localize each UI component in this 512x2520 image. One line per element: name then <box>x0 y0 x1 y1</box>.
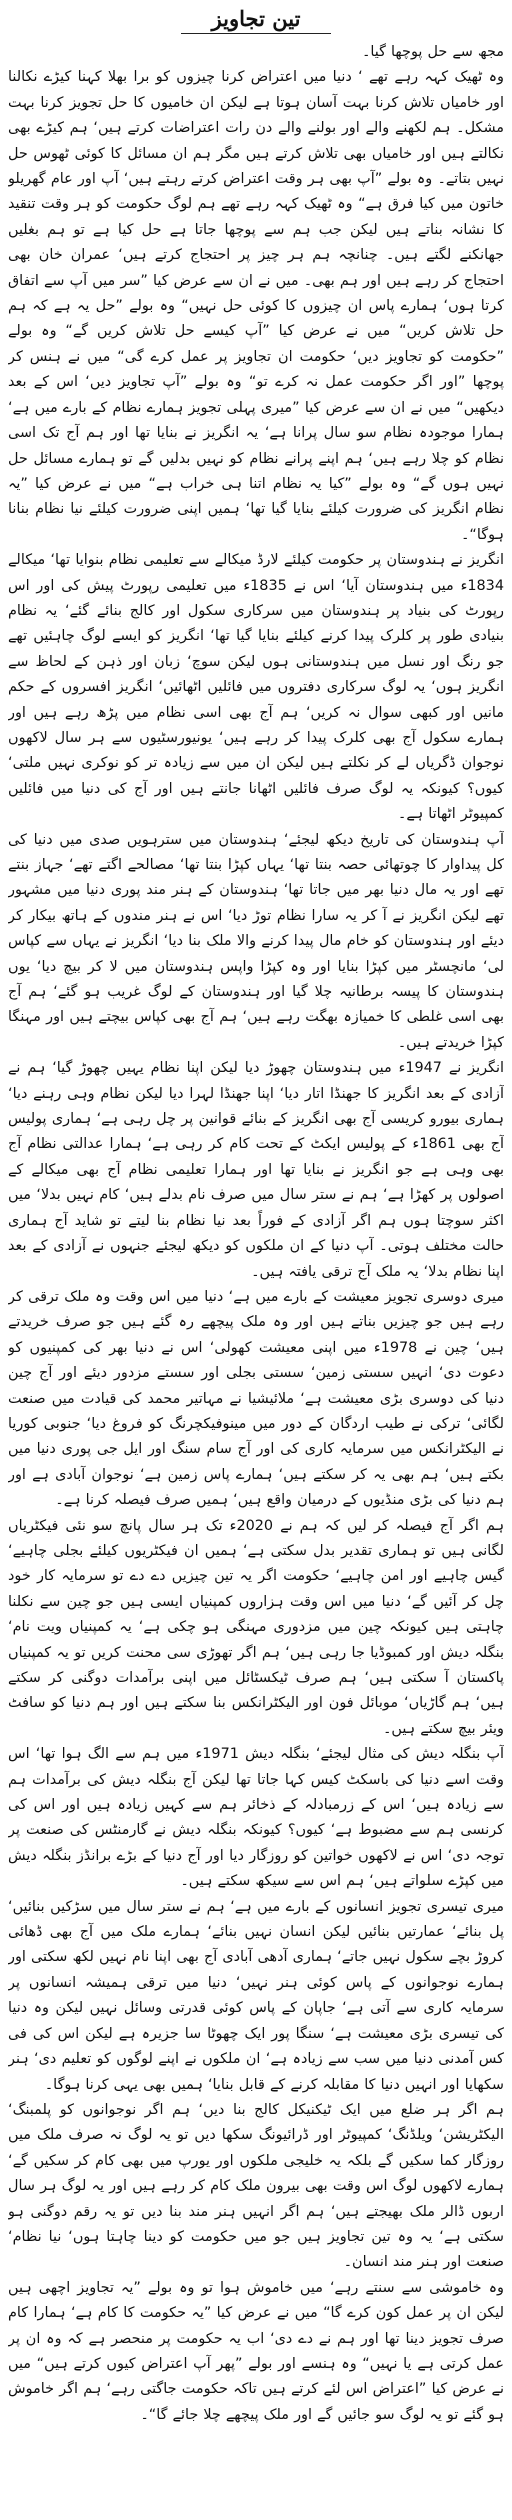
article-column <box>8 0 504 2520</box>
article-body <box>8 40 504 2428</box>
article-paragraph: مجھ سے حل پوچھا گیا۔ <box>361 44 504 60</box>
article-paragraph: ہم اگر ہر ضلع میں ایک ٹیکنیکل کالج بنا دیں‘ ہم اگر نوجوانوں کو پلمبنگ‘ الیکٹریشن‘ ویلڈنگ‘ کمپیوٹر اور ڈرائیونگ سکھا دیں تو یہ لوگ نہ صرف ملک میں روزگار کما سکیں گے بلکہ یہ خلیجی ملکوں اور یورپ میں بھی کام کر سکیں گے‘ ہمارے لاکھوں لوگ اس وقت بھی بیرون ملک کام کر رہے ہیں اور یہ لوگ ہر سال اربوں ڈالر ملک بھیجتے ہیں‘ ہم اگر انہیں ہنر مند بنا دیں تو یہ رقم دوگنی ہو سکتی ہے‘ یہ وہ تین تجاویز ہیں جو میں حکومت کو دینا چاہتا ہوں‘ نیا نظام‘ صنعت اور ہنر مند انسان۔ <box>8 2101 504 2271</box>
article-paragraph: آپ ہندوستان کی تاریخ دیکھ لیجئے‘ ہندوستان میں سترہویں صدی میں دنیا کی کل پیداوار کا چوتھائی حصہ بنتا تھا‘ یہاں کپڑا بنتا تھا‘ مصالحے اگتے تھے‘ جہاز بنتے تھے اور یہ مال دنیا بھر میں جاتا تھا‘ ہندوستان کے ہنر مند پوری دنیا میں مشہور تھے لیکن انگریز نے آ کر یہ سارا نظام توڑ دیا‘ اس نے ہنر مندوں کے ہاتھ بیکار کر دیئے اور ہندوستان کو خام مال پیدا کرنے والا ملک بنا دیا‘ انگریز نے یہاں سے کپاس لی‘ مانچسٹر میں کپڑا بنایا اور وہ کپڑا واپس ہندوستان میں لا کر بیچ دیا‘ یوں ہندوستان کا پیسہ برطانیہ چلا گیا اور ہندوستان کے لوگ غریب ہو گئے‘ ہم آج بھی اسی غلطی کا خمیازہ بھگت رہے ہیں‘ ہم آج بھی کپاس بیچتے ہیں اور مہنگا کپڑا خریدتے ہیں۔ <box>8 831 504 1051</box>
article-title: تین تجاویز <box>211 6 301 31</box>
article-paragraph: وہ خاموشی سے سنتے رہے‘ میں خاموش ہوا تو وہ بولے ”یہ تجاویز اچھی ہیں لیکن ان پر عمل کون کرے گا“ میں نے عرض کیا ”یہ حکومت کا کام ہے‘ ہمارا کام صرف تجویز دینا تھا اور ہم نے دے دی‘ اب یہ حکومت پر منحصر ہے کہ وہ ان پر عمل کرتی ہے یا نہیں“ وہ ہنسے اور بولے ”پھر آپ اعتراض کیوں کرتے ہیں“ میں نے عرض کیا ”اعتراض اس لئے کرتے ہیں تاکہ حکومت جاگتی رہے‘ ہم اگر خاموش ہو گئے تو یہ لوگ سو جائیں گے اور ملک پیچھے چلا جائے گا“۔ <box>8 2279 504 2423</box>
article-header <box>8 0 504 40</box>
article-paragraph: میری تیسری تجویز انسانوں کے بارے میں ہے‘ ہم نے ستر سال میں سڑکیں بنائیں‘ پل بنائے‘ عمارتیں بنائیں لیکن انسان نہیں بنائے‘ ہمارے ملک میں آج بھی ڈھائی کروڑ بچے سکول نہیں جاتے‘ ہماری آدھی آبادی آج بھی اپنا نام نہیں لکھ سکتی اور ہمارے نوجوانوں کے پاس کوئی ہنر نہیں‘ دنیا میں ترقی ہمیشہ انسانوں پر سرمایہ کاری سے آتی ہے‘ جاپان کے پاس کوئی قدرتی وسائل نہیں لیکن وہ دنیا کی تیسری بڑی معیشت ہے‘ سنگا پور ایک چھوٹا سا جزیرہ ہے لیکن اس کی فی کس آمدنی دنیا میں سب سے زیادہ ہے‘ ان ملکوں نے اپنے لوگوں کو تعلیم دی‘ ہنر سکھایا اور انہیں دنیا کا مقابلہ کرنے کے قابل بنایا‘ ہمیں بھی یہی کرنا ہوگا۔ <box>8 1898 504 2093</box>
article-paragraph: انگریز نے ہندوستان پر حکومت کیلئے لارڈ میکالے سے تعلیمی نظام بنوایا تھا‘ میکالے 1834ء میں ہندوستان آیا‘ اس نے 1835ء میں تعلیمی رپورٹ پیش کی اور اس رپورٹ کی بنیاد پر ہندوستان میں سرکاری سکول اور کالج بنائے گئے‘ یہ نظام بنیادی طور پر کلرک پیدا کرنے کیلئے بنایا گیا تھا‘ انگریز کو ایسے لوگ چاہئیں تھے جو رنگ اور نسل میں ہندوستانی ہوں لیکن سوچ‘ زبان اور ذہن کے لحاظ سے انگریز ہوں‘ یہ لوگ سرکاری دفتروں میں فائلیں اٹھائیں‘ انگریز افسروں کے حکم مانیں اور کبھی سوال نہ کریں‘ ہم آج بھی اسی نظام میں پڑھ رہے ہیں اور ہمارے سکول آج بھی کلرک پیدا کر رہے ہیں‘ یونیورسٹیوں سے ہر سال لاکھوں نوجوان ڈگریاں لے کر نکلتے ہیں لیکن ان میں سے زیادہ تر کو نوکری نہیں ملتی‘ کیوں؟ کیونکہ یہ لوگ صرف فائلیں اٹھانا جانتے ہیں اور آج کی دنیا میں فائلیں کمپیوٹر اٹھاتا ہے۔ <box>8 552 504 823</box>
article-paragraph: آپ بنگلہ دیش کی مثال لیجئے‘ بنگلہ دیش 1971ء میں ہم سے الگ ہوا تھا‘ اس وقت اسے دنیا کی باسکٹ کیس کہا جاتا تھا لیکن آج بنگلہ دیش کی برآمدات ہم سے زیادہ ہیں‘ اس کے زرمبادلہ کے ذخائر ہم سے کہیں زیادہ ہیں اور اس کی کرنسی ہم سے مضبوط ہے‘ کیوں؟ کیونکہ بنگلہ دیش نے گارمنٹس کی صنعت پر توجہ دی‘ اس نے لاکھوں خواتین کو روزگار دیا اور آج دنیا کے بڑے برانڈز بنگلہ دیش میں کپڑے سلواتے ہیں‘ ہم اس سے سیکھ سکتے ہیں۔ <box>8 1746 504 1890</box>
article-paragraph: ہم اگر آج فیصلہ کر لیں کہ ہم نے 2020ء تک ہر سال پانچ سو نئی فیکٹریاں لگانی ہیں تو ہماری تقدیر بدل سکتی ہے‘ ہمیں ان فیکٹریوں کیلئے بجلی چاہیے‘ گیس چاہیے اور امن چاہیے‘ حکومت اگر یہ تین چیزیں دے دے تو سرمایہ کار خود چل کر آئیں گے‘ دنیا میں اس وقت ہزاروں کمپنیاں ایسی ہیں جو چین سے نکلنا چاہتی ہیں کیونکہ چین میں مزدوری مہنگی ہو چکی ہے‘ یہ کمپنیاں ویت نام‘ بنگلہ دیش اور کمبوڈیا جا رہی ہیں‘ ہم اگر تھوڑی سی محنت کریں تو یہ کمپنیاں پاکستان آ سکتی ہیں‘ ہم صرف ٹیکسٹائل میں اپنی برآمدات دوگنی کر سکتے ہیں‘ ہم گاڑیاں‘ موبائل فون اور الیکٹرانکس بنا سکتے ہیں اور ہم دنیا کو سافٹ ویئر بیچ سکتے ہیں۔ <box>8 1517 504 1737</box>
article-paragraph: میری دوسری تجویز معیشت کے بارے میں ہے‘ دنیا میں اس وقت وہ ملک ترقی کر رہے ہیں جو چیزیں بناتے ہیں اور وہ ملک پیچھے رہ گئے ہیں جو صرف خریدتے ہیں‘ چین نے 1978ء میں اپنی معیشت کھولی‘ اس نے دنیا بھر کی کمپنیوں کو دعوت دی‘ انہیں سستی زمین‘ سستی بجلی اور سستے مزدور دیئے اور آج چین دنیا کی دوسری بڑی معیشت ہے‘ ملائیشیا نے مہاتیر محمد کی قیادت میں صنعت لگائی‘ ترکی نے طیب اردگان کے دور میں مینوفیکچرنگ کو فروغ دیا‘ جنوبی کوریا نے الیکٹرانکس میں سرمایہ کاری کی اور آج سام سنگ اور ایل جی پوری دنیا میں بکتے ہیں‘ ہم بھی یہ کر سکتے ہیں‘ ہمارے پاس زمین ہے‘ نوجوان آبادی ہے اور ہم دنیا کی بڑی منڈیوں کے درمیان واقع ہیں‘ ہمیں صرف فیصلہ کرنا ہے۔ <box>8 1288 504 1509</box>
article-paragraph: وہ ٹھیک کہہ رہے تھے ‘ دنیا میں اعتراض کرنا چیزوں کو برا بھلا کہنا کیڑے نکالنا اور خامیاں تلاش کرنا بہت آسان ہوتا ہے لیکن ان خامیوں کا حل تجویز کرنا بہت مشکل۔ ہم لکھنے والے اور بولنے والے دن رات اعتراضات کرتے ہیں‘ ہم کیڑے بھی نکالتے ہیں اور خامیاں بھی تلاش کرتے ہیں مگر ہم ان مسائل کا کوئی ٹھوس حل نہیں بتاتے۔ وہ بولے ”آپ بھی ہر وقت اعتراض کرتے رہتے ہیں‘ آپ اور عام گھریلو خاتون میں کیا فرق ہے“ وہ ٹھیک کہہ رہے تھے ہم لوگ حکومت کو ہر وقت تنقید کا نشانہ بناتے ہیں لیکن جب ہم سے پوچھا جاتا ہے حل کیا ہے تو ہم بغلیں جھانکنے لگتے ہیں۔ چنانچہ ہم ہر چیز پر احتجاج کرتے ہیں‘ عمران خان بھی احتجاج کر رہے ہیں اور ہم بھی۔ میں نے ان سے عرض کیا ”سر میں آپ سے اتفاق کرتا ہوں‘ ہمارے پاس ان چیزوں کا کوئی حل نہیں“ وہ بولے ”حل یہ ہے کہ ہم حل تلاش کریں“ میں نے عرض کیا ”آپ کیسے حل تلاش کریں گے“ وہ بولے ”حکومت کو تجاویز دیں‘ حکومت ان تجاویز پر عمل کرے گی“ میں نے ہنس کر پوچھا ”اور اگر حکومت عمل نہ کرے تو“ وہ بولے ”آپ تجاویز دیں‘ اس کے بعد دیکھیں“ میں نے ان سے عرض کیا ”میری پہلی تجویز ہمارے نظام کے بارے میں ہے‘ ہمارا موجودہ نظام سو سال پرانا ہے‘ یہ انگریز نے بنایا تھا اور ہم آج تک اسی نظام کو چلا رہے ہیں‘ ہم اپنے پرانے نظام کو نہیں بدلیں گے تو ہمارے مسائل حل نہیں ہوں گے“ وہ بولے ”کیا یہ نظام اتنا ہی خراب ہے“ میں نے عرض کیا ”یہ نظام انگریز کی ضرورت کیلئے بنایا گیا تھا‘ ہمیں اپنی ضرورت کیلئے نیا نظام بنانا ہوگا“۔ <box>8 69 504 543</box>
article-paragraph: انگریز نے 1947ء میں ہندوستان چھوڑ دیا لیکن اپنا نظام یہیں چھوڑ گیا‘ ہم نے آزادی کے بعد انگریز کا جھنڈا اتار دیا‘ اپنا جھنڈا لہرا دیا لیکن نظام وہی رہنے دیا‘ ہماری بیورو کریسی آج بھی انگریز کے بنائے قوانین پر چل رہی ہے‘ ہماری پولیس آج بھی 1861ء کے پولیس ایکٹ کے تحت کام کر رہی ہے‘ ہمارا عدالتی نظام آج بھی وہی ہے جو انگریز نے بنایا تھا اور ہمارا تعلیمی نظام آج بھی میکالے کے اصولوں پر کھڑا ہے‘ ہم نے ستر سال میں صرف نام بدلے ہیں‘ کام نہیں بدلا‘ میں اکثر سوچتا ہوں ہم اگر آزادی کے فوراً بعد نیا نظام بنا لیتے تو شاید آج ہماری حالت مختلف ہوتی۔ آپ دنیا کے ان ملکوں کو دیکھ لیجئے جنہوں نے آزادی کے بعد اپنا نظام بدلا‘ یہ ملک آج ترقی یافتہ ہیں۔ <box>8 1060 504 1280</box>
title-underline <box>181 33 331 34</box>
